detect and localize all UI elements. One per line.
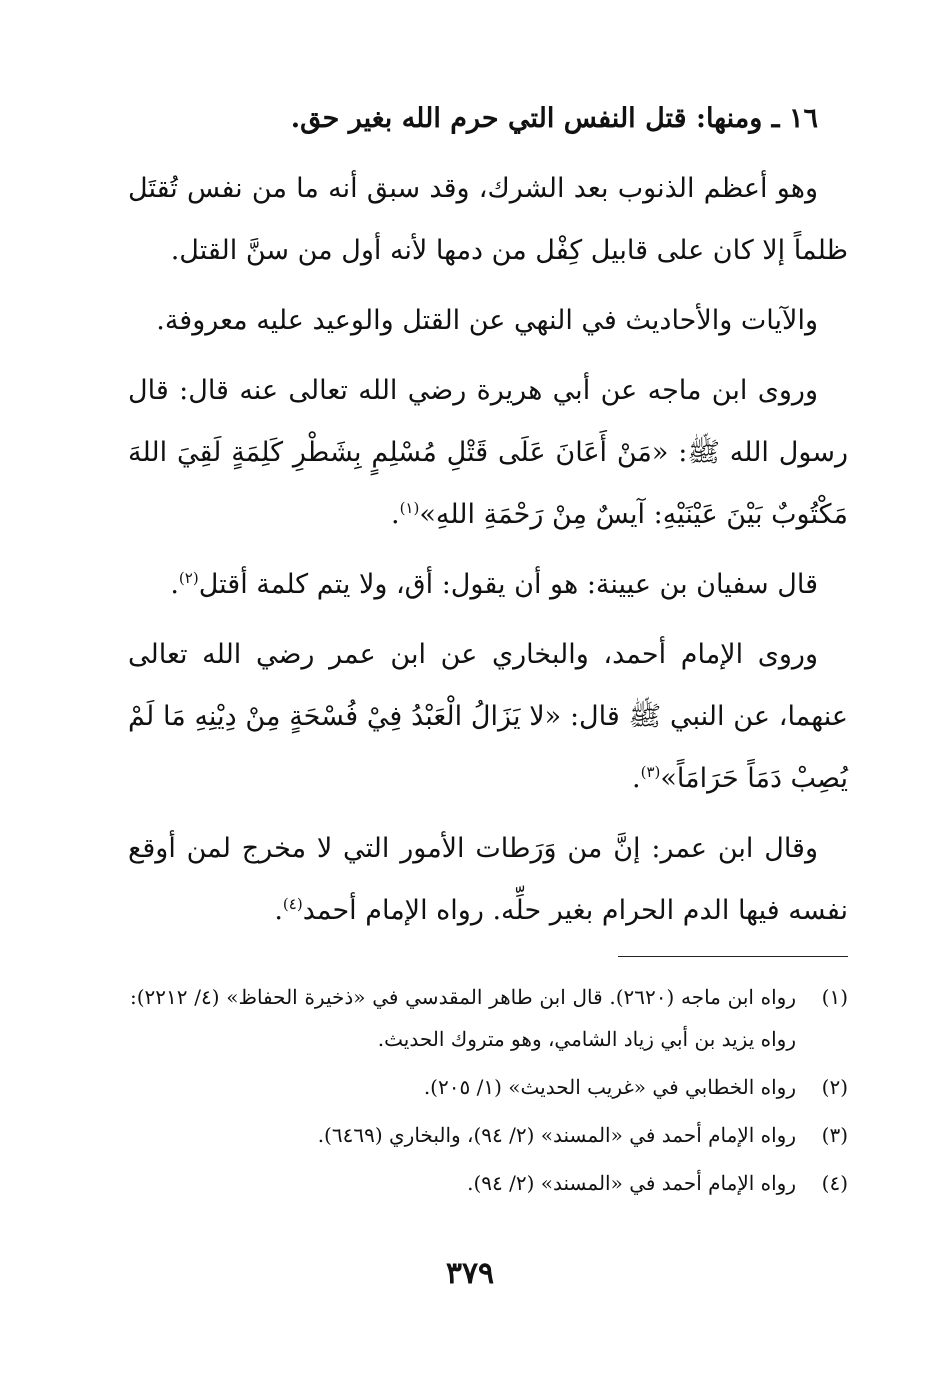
footnote-divider <box>618 956 848 957</box>
paragraph-2 <box>128 290 848 352</box>
paragraph-6: وقال ابن عمر: إنَّ من وَرَطات الأمور التي لا مخرج لمن أوقع نفسه فيها الدم الحرام بغير حلِّه. رواه الإمام أحمد$^{(٤)}$. <box>128 833 848 926</box>
footnote-2-text: رواه الخطابي في «غريب الحديث» (١/ ٢٠٥). <box>423 1075 796 1099</box>
paragraph-3-text: وروى ابن ماجه عن أبي هريرة رضي الله تعالى عنه قال: قال رسول الله ﷺ: «مَنْ أَعَانَ عَلَى قَتْلِ مُسْلِمٍ بِشَطْرِ كَلِمَةٍ لَقِيَ اللهَ مَكْتُوبٌ بَيْنَ عَيْنَيْهِ: آيسٌ مِنْ رَحْمَةِ اللهِ» <box>128 375 848 530</box>
footnote-3-text: رواه الإمام أحمد في «المسند» (٢/ ٩٤)، والبخاري (٦٤٦٩). <box>317 1123 796 1147</box>
paragraph-2-text: والآيات والأحاديث في النهي عن القتل والوعيد عليه معروفة. <box>156 305 818 336</box>
page-number: ٣٧٩ <box>445 1256 495 1291</box>
footnote-3 <box>130 1114 848 1156</box>
paragraph-1 <box>128 158 848 282</box>
footnote-1 <box>130 976 848 1060</box>
paragraph-3: وروى ابن ماجه عن أبي هريرة رضي الله تعالى عنه قال: قال رسول الله ﷺ: «مَنْ أَعَانَ عَلَى قَتْلِ مُسْلِمٍ بِشَطْرِ كَلِمَةٍ لَقِيَ اللهَ مَكْتُوبٌ بَيْنَ عَيْنَيْهِ: آيسٌ مِنْ رَحْمَةِ اللهِ»$^{(١)}$. <box>128 375 848 530</box>
footnote-1-text: رواه ابن ماجه (٢٦٢٠). قال ابن طاهر المقدسي في «ذخيرة الحفاظ» (٤/ ٢٢١٢): رواه يزيد بن أبي زياد الشامي، وهو متروك الحديث. <box>130 985 796 1051</box>
footnote-2-number: (٢) <box>821 1075 848 1099</box>
footnote-ref-3[interactable]: (٣) <box>640 763 661 781</box>
footnote-1-number: (١) <box>821 985 848 1009</box>
footnote-3-number: (٣) <box>821 1123 848 1147</box>
paragraph-1-text: وهو أعظم الذنوب بعد الشرك، وقد سبق أنه ما من نفس تُقتَل ظلماً إلا كان على قابيل كِفْل من دمها لأنه أول من سنَّ القتل. <box>128 173 848 266</box>
footnote-4 <box>130 1162 848 1204</box>
main-text <box>128 88 848 950</box>
footnote-ref-2[interactable]: (٢) <box>178 569 199 587</box>
paragraph-5: وروى الإمام أحمد، والبخاري عن ابن عمر رضي الله تعالى عنهما، عن النبي ﷺ قال: «لا يَزَالُ الْعَبْدُ فِيْ فُسْحَةٍ مِنْ دِيْنِهِ مَا لَمْ يُصِبْ دَمَاً حَرَامَاً»$^{(٣)}$. <box>128 639 848 794</box>
footnote-4-number: (٤) <box>821 1171 848 1195</box>
footnote-2 <box>130 1066 848 1108</box>
footnote-ref-4[interactable]: (٤) <box>282 895 303 913</box>
footnotes <box>130 976 848 1210</box>
paragraph-4-text: قال سفيان بن عيينة: هو أن يقول: أق، ولا يتم كلمة أقتل <box>198 569 818 600</box>
paragraph-6-text: وقال ابن عمر: إنَّ من وَرَطات الأمور التي لا مخرج لمن أوقع نفسه فيها الدم الحرام بغير حلِّه. رواه الإمام أحمد <box>128 833 848 926</box>
paragraph-4: قال سفيان بن عيينة: هو أن يقول: أق، ولا يتم كلمة أقتل$^{(٢)}$. <box>170 569 818 600</box>
footnote-ref-1[interactable]: (١) <box>399 499 420 517</box>
paragraph-5-text: وروى الإمام أحمد، والبخاري عن ابن عمر رضي الله تعالى عنهما، عن النبي ﷺ قال: «لا يَزَالُ الْعَبْدُ فِيْ فُسْحَةٍ مِنْ دِيْنِهِ مَا لَمْ يُصِبْ دَمَاً حَرَامَاً» <box>128 639 848 794</box>
section-heading: ١٦ ـ ومنها: قتل النفس التي حرم الله بغير حق. <box>290 103 818 134</box>
footnote-4-text: رواه الإمام أحمد في «المسند» (٢/ ٩٤). <box>467 1171 796 1195</box>
